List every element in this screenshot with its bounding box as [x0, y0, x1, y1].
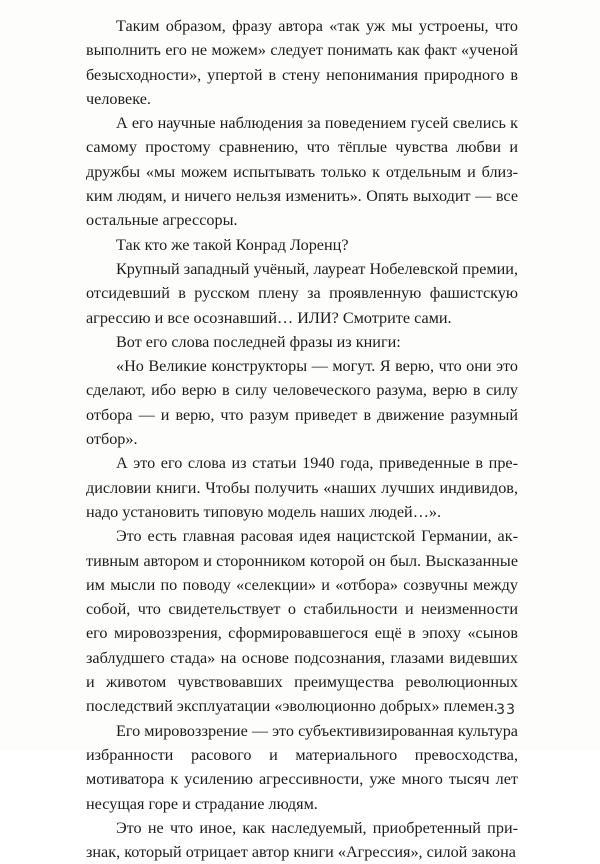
paragraph-1: Таким образом, фразу автора «так уж мы устроены, что выполнить его не можем» следует понимать как факт «ученой безысходности», упертой в стену непонимания природного в человеке.	[86, 17, 518, 108]
paragraph-5: Вот его слова последней фразы из книги:	[116, 332, 401, 351]
paragraph-2: А его научные наблюдения за поведением гусей свелись к самому простому сравнению, что тёплые чувства любви и дружбы «мы можем испытывать только к отдельным и близким людям, и ничего нельзя изменить». Опять выходит — все остальные агрессоры.	[86, 114, 518, 230]
paragraph-4: Крупный западный учёный, лауреат Нобелевской премии, отсидевший в русском плену за проявленную фашистскую агрессию и все осознавший… ИЛИ? Смотрите сами.	[86, 259, 518, 327]
paragraph-8: Это есть главная расовая идея нацистской Германии, активным автором и сторонником которой он был. Высказанные им мысли по поводу «селекции» и «отбора» созвучны между собой, что свидетельствует о стабильности и неизменности его мировоззрения, сформировавшегося ещё в эпоху «сынов заблудшего стада» на основе подсознания, глазами видевших и животом чувствовавших преимущества революционных последствий эксплуатации «эволюционно добрых» племен.	[86, 527, 518, 716]
body-text	[86, 14, 518, 864]
paragraph-7: А это его слова из статьи 1940 года, приведенные в предисловии книги. Чтобы получить «наших лучших индивидов, надо установить типовую модель наших людей…».	[86, 454, 518, 521]
page-number: 33	[496, 702, 516, 718]
paragraph-3: Так кто же такой Конрад Лоренц?	[116, 235, 349, 254]
paragraph-10: Это не что иное, как наследуемый, приобретенный признак, который отрицает автор книги «Агрессия», силой закона	[86, 818, 518, 862]
paragraph-9: Его мировоззрение — это субъективизированная культура избранности расового и материального превосходства, мотиватора к усилению агрессивности, уже много тысяч лет несущая горе и страдание людям.	[86, 721, 518, 813]
paragraph-6: «Но Великие конструкторы — могут. Я верю, что они это сделают, ибо верю в силу человеческого разума, верю в силу отбора — и верю, что разум приведет в движение разумный отбор».	[86, 357, 518, 449]
